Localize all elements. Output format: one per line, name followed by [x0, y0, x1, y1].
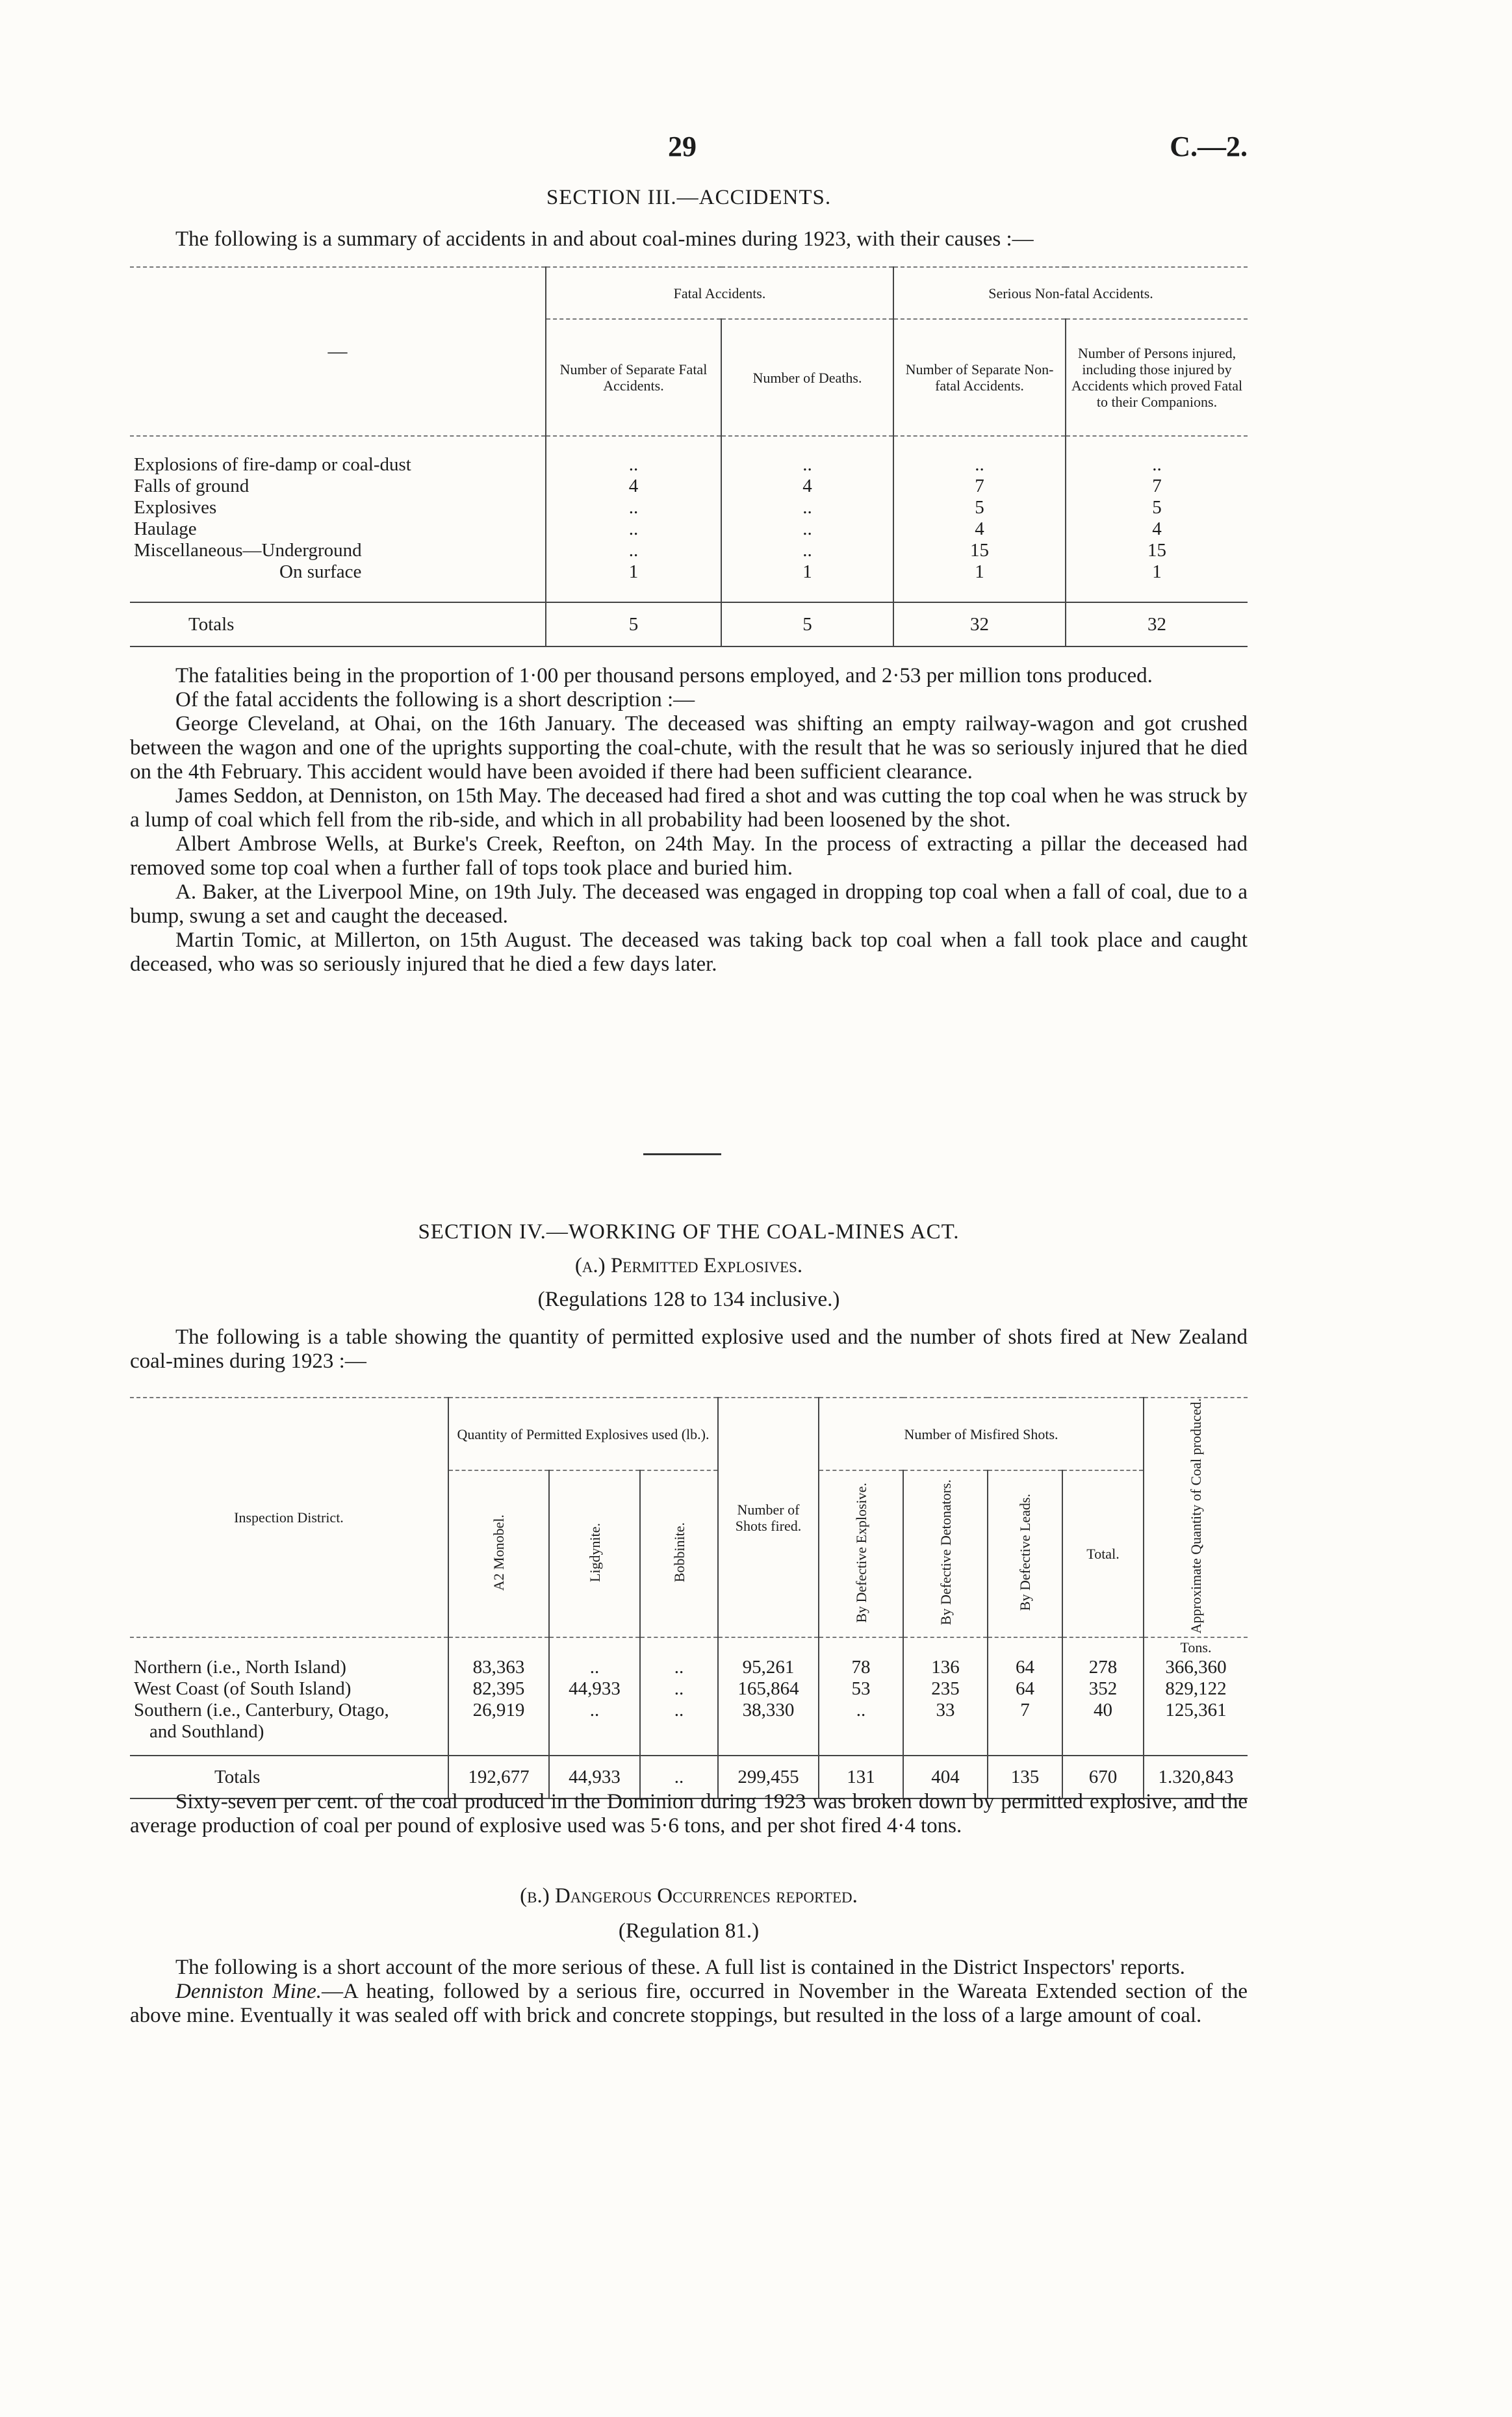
mine-name: Denniston Mine. [175, 1980, 322, 2003]
header-total: Total. [1062, 1470, 1144, 1637]
mine-description: —A heating, followed by a serious fire, occurred in November in the Wareata Extended section of the above mine. Eventually it was sealed off with brick and concrete stoppings, but resulted in the loss of a large amount of coal. [130, 1980, 1248, 2027]
header-separate-nonfatal: Number of Separate Non-fatal Accidents. [893, 319, 1066, 436]
paragraph [130, 1980, 1248, 2028]
subsection-b-text [130, 1956, 1248, 2028]
subsection-b-regulation: (Regulation 81.) [618, 1919, 760, 1943]
header-nonfatal-accidents: Serious Non-fatal Accidents. [893, 267, 1248, 319]
document-reference: C.—2. [1170, 131, 1248, 162]
header-defective-explosive: By Defective Explosive. [852, 1482, 869, 1623]
totals-row: Totals 5 5 32 32 [130, 602, 1248, 646]
table-row: West Coast (of South Island) 82,395 44,933 .. 165,864 53 235 64 352 829,122 [130, 1678, 1248, 1700]
section-3-text [130, 664, 1248, 977]
header-defective-leads: By Defective Leads. [1017, 1494, 1033, 1611]
row-label-continuation: and Southland) [149, 1721, 264, 1743]
section-4-intro: The following is a table showing the quantity of permitted explosive used and the number of shots fired at New Zealand coal-mines during 1923 :— [130, 1325, 1248, 1373]
header-fatal-accidents: Fatal Accidents. [546, 267, 893, 319]
header-bobbinite: Bobbinite. [671, 1522, 687, 1583]
header-a2-monobel: A2 Monobel. [491, 1514, 507, 1591]
table-row: Falls of ground 4 4 7 7 [130, 476, 1248, 497]
subsection-a-title: (a.) Permitted Explosives. [574, 1254, 803, 1277]
paragraph: Martin Tomic, at Millerton, on 15th August. The deceased was taking back top coal when a fall took place and caught deceased, who was so seriously injured that he died a few days later. [130, 928, 1248, 976]
header-quantity-explosives: Quantity of Permitted Explosives used (lb.). [448, 1398, 718, 1470]
table-row: Northern (i.e., North Island) 83,363 .. .. 95,261 78 136 64 278 366,360 [130, 1657, 1248, 1678]
subsection-b-title: (b.) Dangerous Occurrences reported. [520, 1884, 858, 1908]
explosives-table [130, 1397, 1248, 1799]
units-tons: Tons. [1144, 1637, 1248, 1657]
table-row: On surface 1 1 1 1 [130, 561, 1248, 583]
header-deaths: Number of Deaths. [721, 319, 893, 436]
header-approx-coal: Approximate Quantity of Coal produced. [1188, 1398, 1204, 1634]
section-4-heading: SECTION IV.—WORKING OF THE COAL-MINES ACT. [418, 1220, 960, 1244]
paragraph: Albert Ambrose Wells, at Burke's Creek, Reefton, on 24th May. In the process of extracting a pillar the deceased had removed some top coal when a further fall of tops took place and buried him. [130, 832, 1248, 880]
header-defective-detonators: By Defective Detonators. [937, 1479, 954, 1626]
section-divider [643, 1153, 721, 1155]
header-ligdynite: Ligdynite. [586, 1522, 603, 1582]
table-row: Miscellaneous—Underground .. .. 15 15 [130, 540, 1248, 561]
totals-row: Totals 192,677 44,933 .. 299,455 131 404 135 670 1.320,843 [130, 1756, 1248, 1798]
header-misfired-shots: Number of Misfired Shots. [819, 1398, 1144, 1470]
paragraph: The fatalities being in the proportion of 1·00 per thousand persons employed, and 2·53 per million tons produced. [175, 664, 1153, 687]
paragraph: George Cleveland, at Ohai, on the 16th January. The deceased was shifting an empty railway-wagon and got crushed between the wagon and one of the uprights supporting the coal-chute, with the result that he was so seriously injured that he died on the 4th February. This accident would have been avoided if there had been sufficient clearance. [130, 712, 1248, 784]
header-persons-injured: Number of Persons injured, including those injured by Accidents which proved Fatal to their Companions. [1066, 319, 1248, 436]
header-separate-fatal: Number of Separate Fatal Accidents. [546, 319, 721, 436]
accidents-table [130, 266, 1248, 647]
table-row: Southern (i.e., Canterbury, Otago, 26,919 .. .. 38,330 .. 33 7 40 125,361 [130, 1700, 1248, 1721]
paragraph: The following is a short account of the more serious of these. A full list is contained in the District Inspectors' reports. [175, 1956, 1185, 1979]
page-number: 29 [668, 131, 697, 162]
paragraph: Of the fatal accidents the following is a short description :— [175, 688, 695, 711]
section-3-intro: The following is a summary of accidents in and about coal-mines during 1923, with their causes :— [175, 227, 1034, 251]
subsection-a-regulations: (Regulations 128 to 134 inclusive.) [537, 1288, 840, 1311]
corner-cell: — [327, 340, 348, 362]
paragraph: A. Baker, at the Liverpool Mine, on 19th July. The deceased was engaged in dropping top coal when a fall of coal, due to a bump, swung a set and caught the deceased. [130, 880, 1248, 928]
explosives-summary: Sixty-seven per cent. of the coal produced in the Dominion during 1923 was broken down by permitted explosive, and the average production of coal per pound of explosive used was 5·6 tons, and per shot fired 4·4 tons. [130, 1790, 1248, 1837]
table-row: Haulage .. .. 4 4 [130, 518, 1248, 540]
table-row: Explosions of fire-damp or coal-dust .. .. .. .. [130, 454, 1248, 476]
section-3-heading: SECTION III.—ACCIDENTS. [546, 186, 832, 209]
header-inspection-district: Inspection District. [234, 1509, 344, 1526]
table-row: Explosives .. .. 5 5 [130, 497, 1248, 518]
header-shots-fired: Number of Shots fired. [718, 1398, 819, 1637]
paragraph: James Seddon, at Denniston, on 15th May. The deceased had fired a shot and was cutting the top coal when he was struck by a lump of coal which fell from the rib-side, and which in all probability had been loosened by the shot. [130, 784, 1248, 832]
